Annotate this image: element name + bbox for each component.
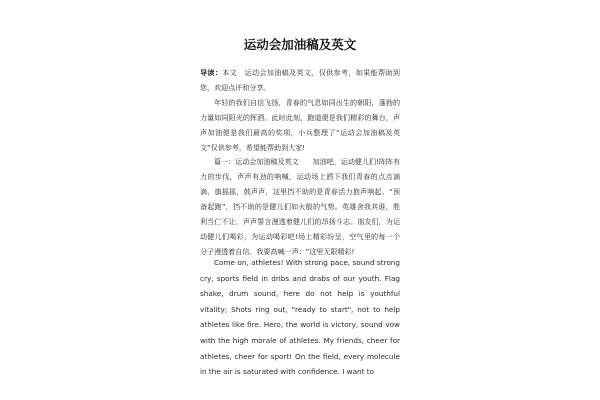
intro-text: 本文 运动会加油稿及英文，仅供参考，如果能帮助到您，欢迎点评和分享。 <box>200 68 400 92</box>
document-title: 运动会加油稿及英文 <box>243 37 357 52</box>
english-paragraph-text: Come on, athletes! With strong pace, sound strong cry, sports field in dribs and drabs of our youth. Flag shake, drum sound, here do not help is youthful vitality; Shots ring out, "ready to start", not to help athletes like fire. Hero, the world is victory, sound vow with the high morale of athletes. My friends, cheer for athletes, cheer for sport! On the field, every molecule in the air is saturated with confidence. I want to <box>200 258 400 377</box>
section-one-paragraph <box>200 154 400 259</box>
intro-paragraph <box>200 65 400 95</box>
youth-paragraph-text: 年轻的我们自信飞扬，青春的气息如同出生的朝阳，蓬勃的力量如同阳光的挥洒。此时此刻，跑道便是我们精彩的舞台，声声加油便是我们最高的奖项，小兵整理了“运动会加油稿及英文”仅供参考，希望能帮助到大家! <box>200 98 400 152</box>
section-one-heading: 篇一：运动会加油稿及英文 <box>214 157 299 166</box>
youth-paragraph <box>200 95 400 155</box>
document-page <box>200 0 400 400</box>
section-one-text: 加油吧，运动健儿们!阵阵有力的步伐，声声有劲的呐喊，运动场上洒下我们青春的点点滴滴，旗摇摇，鼓声声，这里挡不助的是青春活力抱声响起，“预备起跑”，挡不助的是健儿们如火般的气势。英雄舍我其谁，胜利当仁不让，声声誓言漫透着健儿们的昂扬斗志。朋友们，为运动健儿们喝彩，为运动喝彩吧!场上精彩纷呈，空气里的每一个分子漫透着自信。我要高喊一声：“这里无限精彩! <box>200 157 400 256</box>
english-paragraph <box>200 255 400 380</box>
intro-label: 导读： <box>200 68 223 77</box>
